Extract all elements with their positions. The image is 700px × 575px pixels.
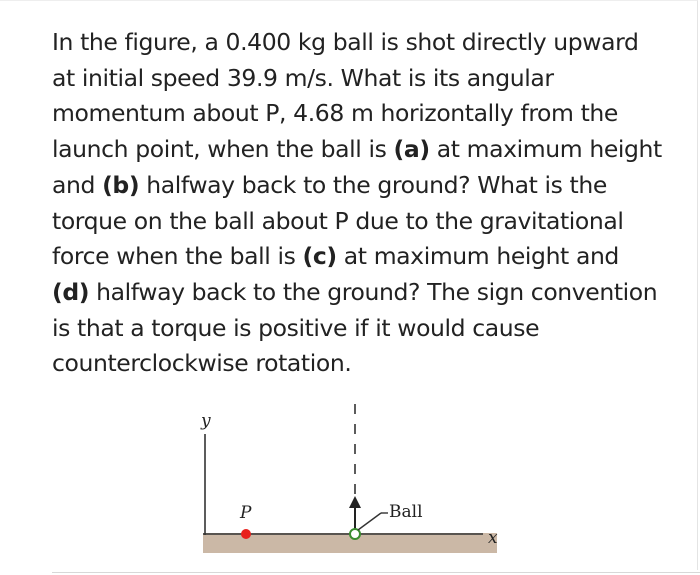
part-c-label: (c) <box>302 242 337 271</box>
part-a-label: (a) <box>393 135 430 164</box>
physics-figure <box>185 396 525 561</box>
point-p-label: P <box>240 503 252 523</box>
question-part-5: halfway back to the ground? The sign convention is that a torque is positive if it would cause counterclockwise rotation. <box>52 277 658 378</box>
part-d-label: (d) <box>52 277 90 306</box>
ball-label-leader <box>358 513 381 530</box>
part-b-label: (b) <box>102 170 140 199</box>
question-part-4: at maximum height and <box>336 242 619 271</box>
ball-label: Ball <box>389 502 423 522</box>
bottom-divider <box>52 572 700 573</box>
question-part-1: In the figure, a 0.400 kg ball is shot directly upward at initial speed 39.9 m/s. What is its angular momentum about P, 4.68 m horizontally from the launch point, when the ball is <box>52 28 639 164</box>
question-part-3: halfway back to the ground? What is the torque on the ball about P due to the gravitational force when the ball is <box>52 170 624 271</box>
question-text <box>52 25 662 382</box>
velocity-arrow-head <box>349 496 361 508</box>
question-part-2: at maximum height and <box>52 135 662 199</box>
y-axis-label: y <box>201 411 211 431</box>
point-p-marker <box>241 529 251 539</box>
x-axis-label: x <box>488 528 498 548</box>
